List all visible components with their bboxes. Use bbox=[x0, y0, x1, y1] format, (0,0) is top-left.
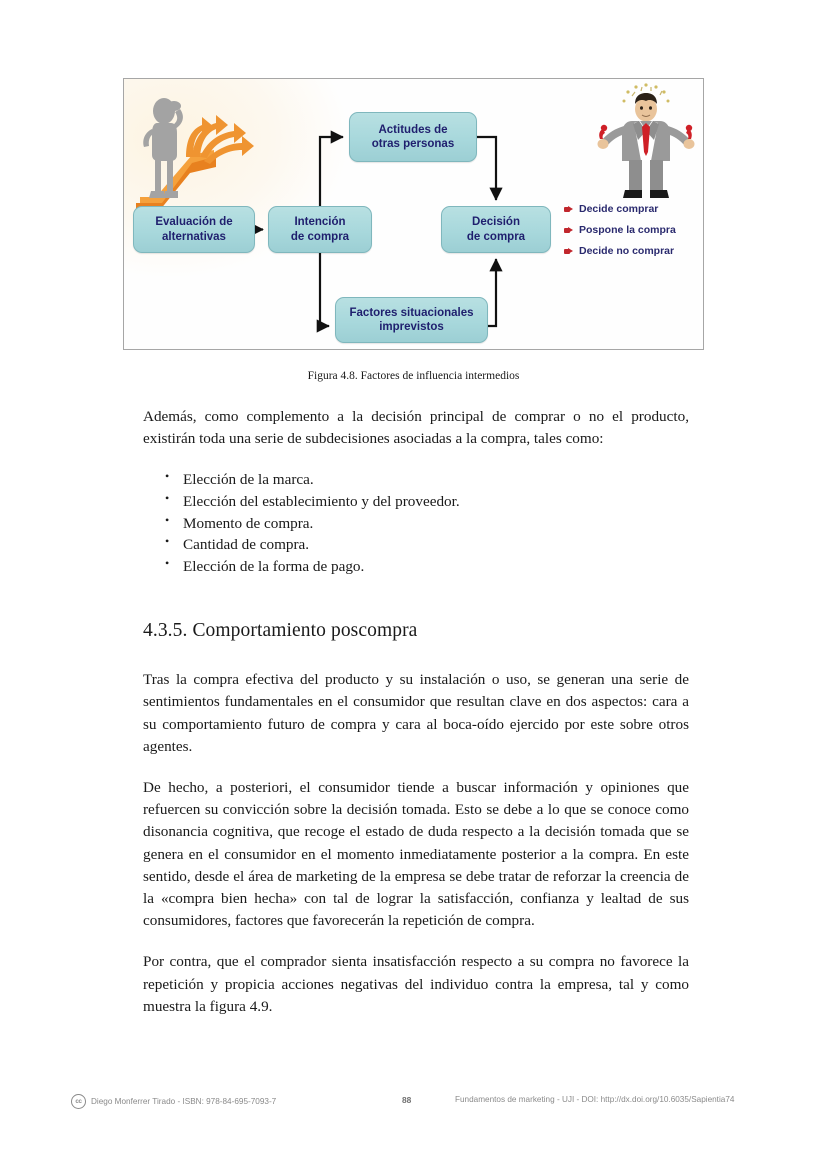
box-line-1: Actitudes de bbox=[378, 123, 448, 136]
red-arrow-bullet-icon bbox=[564, 205, 573, 214]
list-item: • Momento de compra. bbox=[143, 513, 689, 535]
box-line-2: de compra bbox=[290, 230, 350, 243]
spacer bbox=[143, 642, 689, 669]
page-footer bbox=[0, 1092, 828, 1114]
section-heading-4-3-5: 4.3.5. Comportamiento poscompra bbox=[143, 620, 418, 642]
outcome-label: Pospone la compra bbox=[579, 224, 676, 237]
intro-paragraph: Además, como complemento a la decisión principal de comprar o no el producto, existirán toda una serie de subdecisiones asociadas a la compra, tales como: bbox=[143, 408, 689, 448]
outcome-label: Decide comprar bbox=[579, 203, 659, 216]
box-line-1: Intención bbox=[294, 216, 346, 229]
diagram-box-evaluacion-alternativas[interactable] bbox=[133, 206, 255, 253]
box-line-1: Factores situacionales bbox=[349, 306, 474, 319]
list-item: • Elección del establecimiento y del proveedor. bbox=[143, 491, 689, 513]
diagram-box-factores-situacionales[interactable] bbox=[335, 297, 488, 343]
outcome-item-pospone-compra bbox=[564, 224, 704, 237]
list-item: • Cantidad de compra. bbox=[143, 534, 689, 556]
paragraph-1: Tras la compra efectiva del producto y su instalación o uso, se generan una serie de sentimientos fundamentales en el consumidor que resultan clave en dos aspectos: cara a su comportamiento futuro de compra y cara al boca-oído ejercido por este sobre otros agentes. bbox=[143, 671, 689, 755]
confused-businessman-icon bbox=[594, 82, 699, 204]
outcome-label: Decide no comprar bbox=[579, 245, 675, 258]
footer-title-doi: Fundamentos de marketing - UJI - DOI: http://dx.doi.org/10.6035/Sapientia74 bbox=[455, 1095, 735, 1104]
paragraph-2: De hecho, a posteriori, el consumidor tiende a buscar información y opiniones que refuercen su convicción sobre la decisión tomada. Esto se debe a lo que se conoce como disonancia cognitiva, que recoge el estado de duda respecto a la decisión tomada que se genera en el consumidor en el momento inmediatamente posterior a la compra. En este sentido, desde el área de marketing de la empresa se debe tratar de reforzar la creencia de la «compra bien hecha» con tal de lograr la satisfacción, confianza y lealtad de sus consumidores, factores que favorecerán la repetición de compra. bbox=[143, 779, 689, 930]
figure-canvas bbox=[124, 79, 703, 349]
outcome-item-decide-comprar bbox=[564, 203, 704, 216]
creative-commons-icon: cc bbox=[71, 1094, 86, 1109]
body-column bbox=[143, 406, 689, 1018]
outcome-list bbox=[564, 203, 704, 258]
thinking-person-at-crossroads-icon bbox=[130, 85, 258, 210]
figure-4-8 bbox=[123, 78, 704, 350]
footer-left-block bbox=[71, 1094, 276, 1109]
red-arrow-bullet-icon bbox=[564, 247, 573, 256]
subdecision-bullet-list bbox=[143, 469, 689, 577]
list-item: • Elección de la marca. bbox=[143, 469, 689, 491]
box-line-2: otras personas bbox=[371, 138, 455, 150]
diagram-box-actitudes-otras-personas[interactable] bbox=[349, 112, 477, 162]
footer-author-isbn: Diego Monferrer Tirado - ISBN: 978-84-695-7093-7 bbox=[91, 1097, 277, 1106]
box-line-2: de compra bbox=[466, 230, 526, 243]
box-line-2: imprevistos bbox=[379, 321, 444, 333]
page-number: 88 bbox=[402, 1095, 412, 1105]
spacer bbox=[143, 758, 689, 777]
diagram-box-intencion-compra[interactable] bbox=[268, 206, 372, 253]
box-line-1: Evaluación de bbox=[155, 216, 233, 229]
red-arrow-bullet-icon bbox=[564, 226, 573, 235]
diagram-box-decision-compra[interactable] bbox=[441, 206, 551, 253]
box-line-2: alternativas bbox=[162, 230, 226, 243]
list-item: • Elección de la forma de pago. bbox=[143, 556, 689, 578]
spacer bbox=[143, 932, 689, 951]
figure-caption: Figura 4.8. Factores de influencia intermedios bbox=[307, 370, 520, 382]
outcome-item-decide-no-comprar bbox=[564, 245, 704, 258]
paragraph-3: Por contra, que el comprador sienta insatisfacción respecto a su compra no favorece la repetición y propicia acciones negativas del individuo contra la empresa, tal y como muestra la figura 4.9. bbox=[143, 953, 689, 1015]
box-line-1: Decisión bbox=[472, 216, 520, 229]
